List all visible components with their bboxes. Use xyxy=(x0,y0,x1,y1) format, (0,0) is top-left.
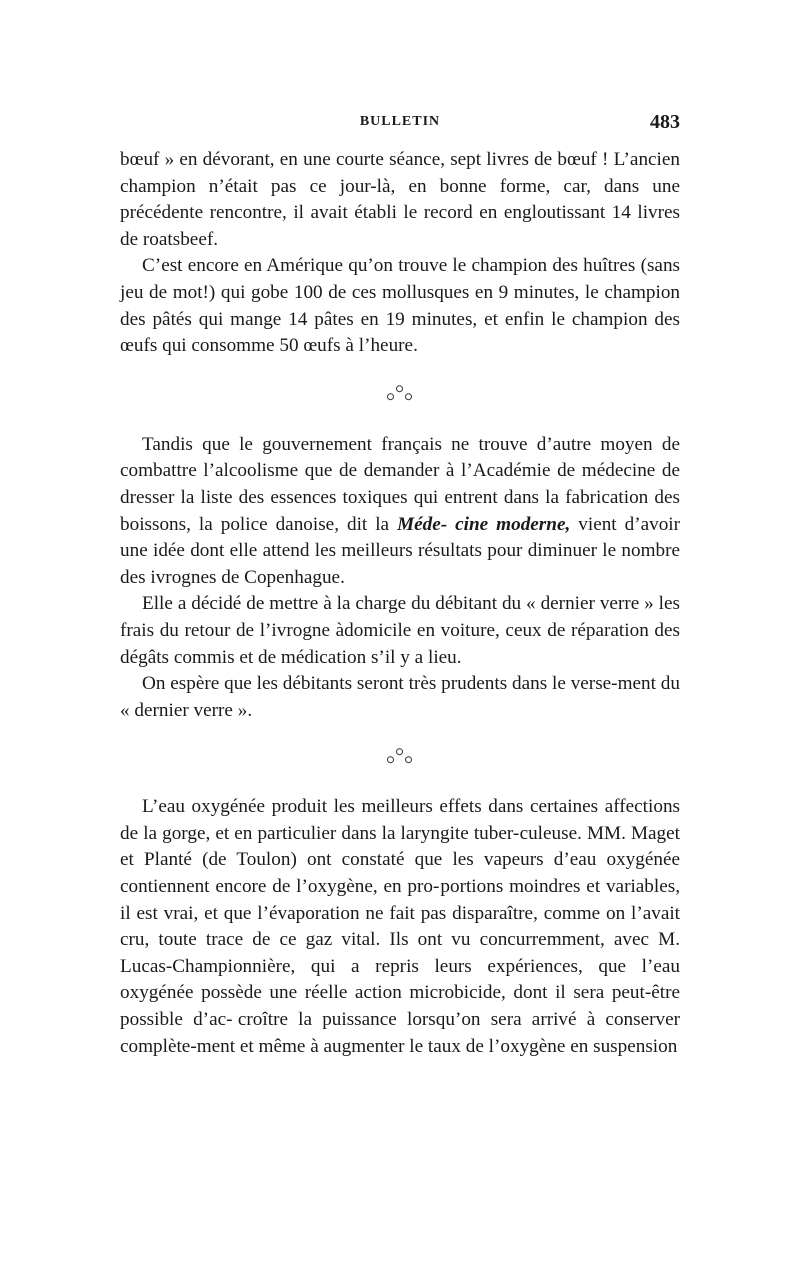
text-line: C’est encore en Amérique qu’on trouve le champion des huîtres xyxy=(142,255,636,277)
text-line: réelle action microbicide, dont il sera peut-être possible d’ac- xyxy=(120,982,680,1031)
paragraph-continuation xyxy=(120,147,680,253)
text-line: fait pas disparaître, comme on l’avait cru, toute trace de ce gaz xyxy=(120,902,681,951)
asterism-ornament xyxy=(387,748,413,766)
text-line: dans une précédente rencontre, il avait établi le record en xyxy=(120,175,681,224)
text-line: de combattre l’alcoolisme que de demander à l’Académie de xyxy=(120,433,681,482)
text-line: croître la puissance lorsqu’on sera arrivé à conserver complète- xyxy=(120,1009,681,1057)
page-header xyxy=(120,111,680,138)
text-line: résultats pour diminuer le nombre des ivrognes de Copenhague. xyxy=(120,540,680,588)
section-separator xyxy=(120,360,680,432)
text-line: ment du « dernier verre ». xyxy=(120,673,680,721)
text-line: vapeurs d’eau oxygénée contiennent encore de l’oxygène, en pro- xyxy=(120,849,680,898)
text-line: vient d’avoir une idée dont elle attend les meilleurs xyxy=(120,513,681,562)
text-line: qui a repris leurs expériences, que l’eau oxygénée possède une xyxy=(120,955,681,1004)
page-number: 483 xyxy=(650,111,680,133)
paragraph-dernier-verre xyxy=(120,591,680,671)
running-title: BULLETIN xyxy=(359,114,441,129)
journal-title-part1: Méde- xyxy=(397,513,448,535)
text-line: culeuse. MM. Maget et Planté (de Toulon) ont constaté que les xyxy=(120,822,680,871)
text-line: engloutissant 14 livres de roatsbeef. xyxy=(120,202,680,250)
text-line: dans la fabrication des boissons, la police danoise, dit la xyxy=(120,486,680,535)
text-line: de réparation des dégâts commis et de médication s’il y a lieu. xyxy=(120,619,680,668)
text-line: On espère que les débitants seront très prudents dans le verse- xyxy=(142,673,618,695)
text-line: médecine de dresser la liste des essences toxiques qui entrent xyxy=(120,460,680,508)
text-line: affections de la gorge, et en particulier dans la laryngite tuber- xyxy=(120,796,681,844)
text-line: portions moindres et variables, il est vrai, et que l’évaporation ne xyxy=(120,876,681,924)
section-separator xyxy=(120,724,680,794)
text-line: Tandis que le gouvernement français ne trouve d’autre moyen xyxy=(142,433,653,455)
paragraph-eau-oxygenee xyxy=(120,794,680,1060)
text-line: L’eau oxygénée produit les meilleurs effets dans certaines xyxy=(142,796,599,818)
text-line: Elle a décidé de mettre à la charge du débitant du « dernier xyxy=(142,593,595,615)
text-line: le champion des pâtés qui mange 14 pâtes en 19 minutes, et xyxy=(120,281,681,330)
article-body xyxy=(120,147,680,1060)
text-line: (sans jeu de mot!) qui gobe 100 de ces mollusques en 9 minutes, xyxy=(120,255,681,303)
text-line: ment et même à augmenter le taux de l’oxygène en suspension xyxy=(196,1035,678,1057)
journal-title-part2: cine moderne, xyxy=(455,513,571,535)
text-line: vital. Ils ont vu concurremment, avec M. Lucas-Championnière, xyxy=(120,929,680,977)
text-line: L’ancien champion n’était pas ce jour-là, en bonne forme, car, xyxy=(120,149,680,197)
text-line: bœuf » en dévorant, en une courte séance, sept livres de bœuf ! xyxy=(120,149,609,170)
paragraph-alcoolisme xyxy=(120,432,680,592)
asterism-ornament xyxy=(387,385,413,403)
text-line: verre » les frais du retour de l’ivrogne àdomicile en voiture, ceux xyxy=(120,593,680,641)
paragraph-champions xyxy=(120,253,680,359)
paragraph-debitants xyxy=(120,671,680,724)
text-line: enfin le champion des œufs qui consomme 50 œufs à l’heure. xyxy=(120,308,680,357)
